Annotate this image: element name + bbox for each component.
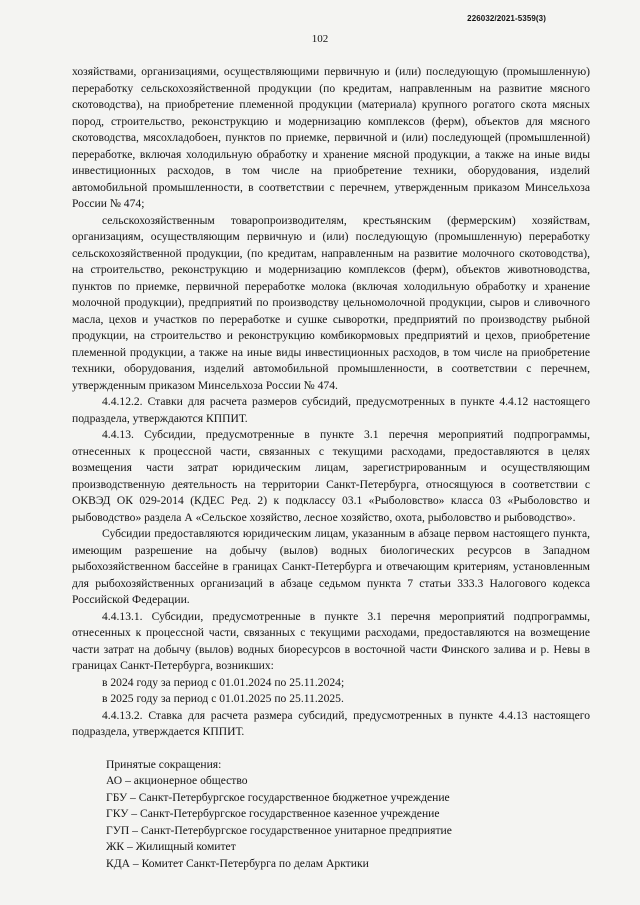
paragraph: 4.4.12.2. Ставки для расчета размеров субсидий, предусмотренных в пункте 4.4.12 настоящего подраздела, утверждаются КППИТ. [72,395,590,425]
paragraph: 4.4.13. Субсидии, предусмотренные в пункте 3.1 перечня мероприятий подпрограммы, отнесенных к процессной части, связанных с текущими расходами, предоставляются в целях возмещения части затрат юридическим лицам, зарегистрированным и осуществляющим производственную деятельность на территории Санкт-Петербурга, относящуюся в соответствии с ОКВЭД ОК 029-2014 (КДЕС Ред. 2) к подклассу 03.1 «Рыболовство» класса 03 «Рыболовство и рыбоводство» раздела А «Сельское хозяйство, лесное хозяйство, охота, рыболовство и рыбоводство». [72,428,590,524]
abbreviations-title: Принятые сокращения: [106,757,222,771]
abbreviation-item: ГКУ – Санкт-Петербургское государственное казенное учреждение [106,807,440,820]
registration-number: 226032/2021-5359(3) [467,14,546,23]
abbreviation-item: ГБУ – Санкт-Петербургское государственное бюджетное учреждение [106,790,450,804]
paragraph: в 2024 году за период с 01.01.2024 по 25.11.2024; [102,675,345,689]
paragraph: 4.4.13.2. Ставка для расчета размера субсидий, предусмотренных в пункте 4.4.13 настоящего подраздела, утверждается КППИТ. [72,708,590,738]
spacer [72,741,590,755]
paragraph: сельскохозяйственным товаропроизводителям, крестьянским (фермерским) хозяйствам, организациям, осуществляющим первичную и (или) последующую (промышленную) переработку сельскохозяйственной продукции, (по кредитам, направленным на развитие молочного скотоводства), на строительство, реконструкцию и модернизацию комплексов (ферм), объектов животноводства, пунктов по приемке, первичной переработке молока (включая холодильную обработку и хранение молочной продукции), предприятий по производству цельномолочной продукции, сыров и сливочного масла, цехов и участков по переработке и сушке сыворотки, предприятий по производству рыбной продукции, на строительство и реконструкцию комбикормовых предприятий и цехов, приобретение племенной продукции, а также на иные виды инвестиционных расходов, в том числе на приобретение техники, оборудования, изделий автомобильной промышленности, в соответствии с перечнем, утвержденным приказом Минсельхоза России № 474. [72,213,590,392]
paragraph: 4.4.13.1. Субсидии, предусмотренные в пункте 3.1 перечня мероприятий подпрограммы, отнесенных к процессной части, связанных с текущими расходами, предоставляются на возмещение части затрат на добычу (вылов) водных биоресурсов в восточной части Финского залива и р. Невы в границах Санкт-Петербурга, возникших: [72,609,590,672]
paragraph: в 2025 году за период с 01.01.2025 по 25.11.2025. [102,692,344,705]
document-body [72,64,590,872]
abbreviation-item: ЖК – Жилищный комитет [106,840,236,853]
abbreviation-item: АО – акционерное общество [106,774,248,787]
paragraph: хозяйствами, организациями, осуществляющими первичную и (или) последующую (промышленную) переработку сельскохозяйственной продукции (по кредитам, направленным на развитие мясного скотоводства), на приобретение племенной продукции (материала) крупного рогатого скота мясных пород, строительство, реконструкцию и модернизацию комплексов (ферм), объектов для мясного скотоводства, мясохладобоен, пунктов по приемке, первичной и (или) последующей (промышленной) переработке, включая холодильную обработку и хранение мясной продукции, а также на иные виды инвестиционных расходов, в том числе на приобретение техники, оборудования, изделий автомобильной промышленности, в соответствии с перечнем, утвержденным приказом Минсельхоза России № 474; [72,65,590,210]
abbreviation-item: ГУП – Санкт-Петербургское государственное унитарное предприятие [106,823,452,837]
paragraph: Субсидии предоставляются юридическим лицам, указанным в абзаце первом настоящего пункта, имеющим разрешение на добычу (вылов) водных биологических ресурсов в Западном рыбохозяйственном бассейне в границах Санкт-Петербурга и отвечающим критериям, установленным для рыбохозяйственных организаций в абзаце седьмом пункта 7 статьи 333.3 Налогового кодекса Российской Федерации. [72,527,590,606]
page-number: 102 [311,33,329,45]
abbreviation-item: КДА – Комитет Санкт-Петербурга по делам Арктики [106,856,369,870]
